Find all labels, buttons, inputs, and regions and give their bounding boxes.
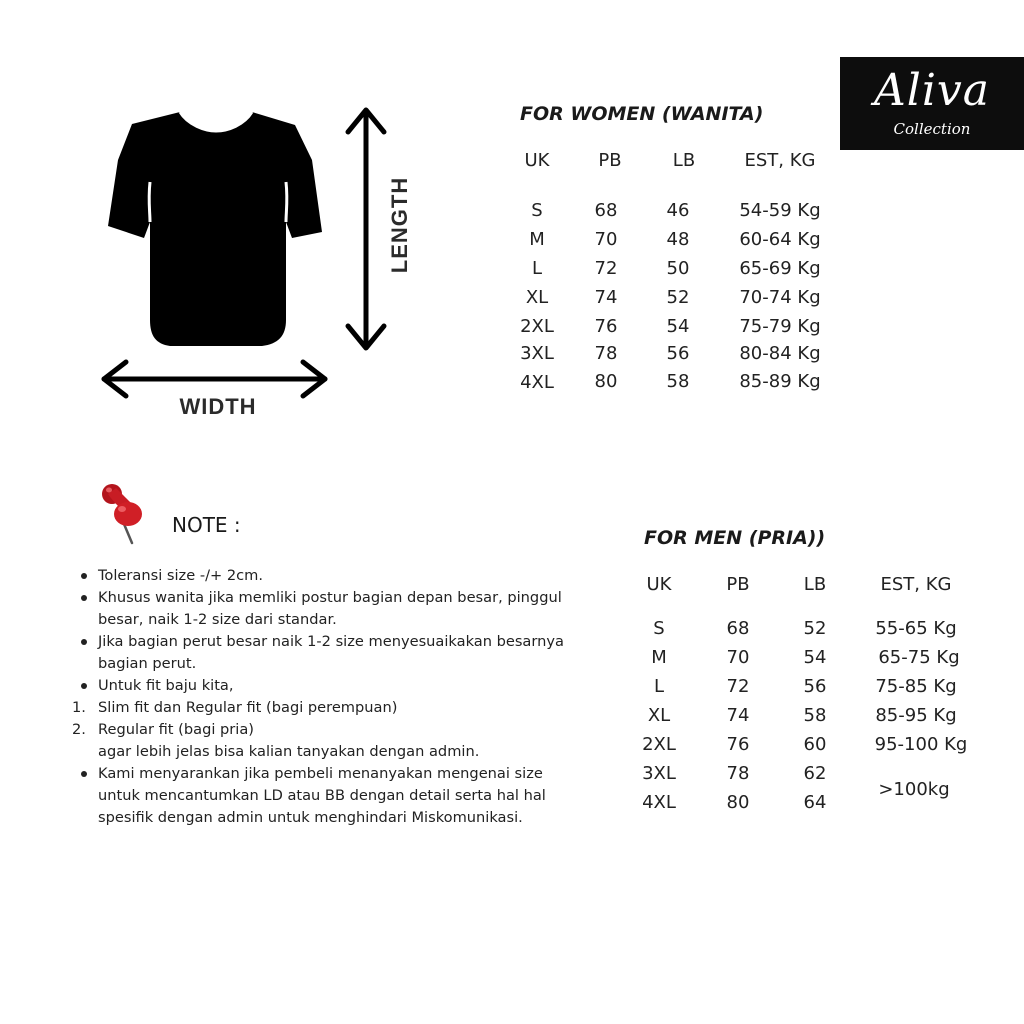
note-list xyxy=(72,565,598,829)
bullet-icon xyxy=(81,573,87,579)
women-cell-pb: 68 xyxy=(594,200,618,221)
women-header-est: EST, KG xyxy=(744,150,816,171)
note-title: NOTE : xyxy=(172,513,241,537)
bullet-icon xyxy=(81,595,87,601)
men-cell-uk: M xyxy=(651,647,667,668)
women-cell-est: 85-89 Kg xyxy=(739,371,821,392)
men-cell-pb: 74 xyxy=(726,705,750,726)
men-cell-pb: 70 xyxy=(726,647,750,668)
men-cell-est-merged: >100kg xyxy=(878,779,950,800)
men-cell-est: 85-95 Kg xyxy=(875,705,957,726)
women-cell-uk: 3XL xyxy=(520,343,554,364)
women-cell-lb: 54 xyxy=(666,316,690,337)
note-line: 2. Regular fit (bagi pria) xyxy=(78,719,598,741)
women-cell-pb: 74 xyxy=(594,287,618,308)
men-cell-pb: 78 xyxy=(726,763,750,784)
note-line: Toleransi size -/+ 2cm. xyxy=(78,565,598,587)
women-cell-est: 70-74 Kg xyxy=(739,287,821,308)
men-table-title: FOR MEN (PRIA)) xyxy=(644,527,826,549)
men-cell-pb: 72 xyxy=(726,676,750,697)
men-cell-pb: 76 xyxy=(726,734,750,755)
number-marker: 1. xyxy=(72,699,86,716)
men-cell-lb: 58 xyxy=(803,705,827,726)
note-line: Kami menyarankan jika pembeli menanyakan mengenai size xyxy=(78,763,598,785)
women-cell-pb: 78 xyxy=(594,343,618,364)
women-cell-uk: 4XL xyxy=(520,372,554,393)
women-cell-uk: L xyxy=(531,258,543,279)
women-cell-uk: M xyxy=(529,229,545,250)
men-cell-uk: 3XL xyxy=(642,763,676,784)
men-cell-uk: 4XL xyxy=(642,792,676,813)
women-cell-est: 65-69 Kg xyxy=(739,258,821,279)
men-header-uk: UK xyxy=(646,574,672,595)
men-cell-lb: 64 xyxy=(803,792,827,813)
width-arrow-icon xyxy=(104,362,325,396)
women-cell-lb: 56 xyxy=(666,343,690,364)
note-line: bagian perut. xyxy=(98,655,197,672)
men-cell-lb: 56 xyxy=(803,676,827,697)
men-cell-est: 95-100 Kg xyxy=(874,734,968,755)
women-cell-lb: 58 xyxy=(666,371,690,392)
number-marker: 2. xyxy=(72,721,86,738)
women-header-uk: UK xyxy=(524,150,550,171)
men-cell-uk: 2XL xyxy=(642,734,676,755)
men-cell-pb: 68 xyxy=(726,618,750,639)
women-cell-est: 54-59 Kg xyxy=(739,200,821,221)
men-cell-est: 75-85 Kg xyxy=(875,676,957,697)
note-line: agar lebih jelas bisa kalian tanyakan dengan admin. xyxy=(98,743,480,760)
width-label: WIDTH xyxy=(179,394,257,419)
note-line: Khusus wanita jika memliki postur bagian depan besar, pinggul xyxy=(78,587,598,609)
men-cell-uk: S xyxy=(653,618,665,639)
women-cell-pb: 70 xyxy=(594,229,618,250)
men-cell-uk: XL xyxy=(647,705,671,726)
men-header-pb: PB xyxy=(726,574,750,595)
bullet-icon xyxy=(81,683,87,689)
logo-sub-text: Collection xyxy=(893,120,971,138)
note-line: Untuk fit baju kita, xyxy=(78,675,598,697)
men-header-lb: LB xyxy=(803,574,827,595)
pushpin-icon xyxy=(98,480,148,546)
men-cell-uk: L xyxy=(653,676,665,697)
note-line: spesifik dengan admin untuk menghindari Miskomunikasi. xyxy=(98,809,523,826)
men-cell-lb: 62 xyxy=(803,763,827,784)
men-cell-lb: 52 xyxy=(803,618,827,639)
note-line: Jika bagian perut besar naik 1-2 size menyesuaikakan besarnya xyxy=(78,631,598,653)
women-cell-est: 80-84 Kg xyxy=(739,343,821,364)
women-cell-lb: 50 xyxy=(666,258,690,279)
note-line: untuk mencantumkan LD atau BB dengan detail serta hal hal xyxy=(98,787,546,804)
women-cell-pb: 76 xyxy=(594,316,618,337)
men-cell-est: 65-75 Kg xyxy=(878,647,960,668)
men-header-est: EST, KG xyxy=(880,574,952,595)
bullet-icon xyxy=(81,639,87,645)
women-cell-uk: S xyxy=(531,200,543,221)
women-header-lb: LB xyxy=(672,150,696,171)
women-table-title: FOR WOMEN (WANITA) xyxy=(520,103,764,125)
men-cell-lb: 60 xyxy=(803,734,827,755)
men-cell-est: 55-65 Kg xyxy=(875,618,957,639)
women-cell-lb: 46 xyxy=(666,200,690,221)
men-cell-lb: 54 xyxy=(803,647,827,668)
women-cell-lb: 52 xyxy=(666,287,690,308)
note-line: besar, naik 1-2 size dari standar. xyxy=(98,611,337,628)
women-cell-pb: 72 xyxy=(594,258,618,279)
women-cell-uk: 2XL xyxy=(520,316,554,337)
women-cell-pb: 80 xyxy=(594,371,618,392)
note-line: 1. Slim fit dan Regular fit (bagi perempuan) xyxy=(78,697,598,719)
bullet-icon xyxy=(81,771,87,777)
tshirt-icon xyxy=(95,100,395,400)
women-cell-est: 75-79 Kg xyxy=(739,316,821,337)
brand-logo xyxy=(840,57,1024,150)
women-header-pb: PB xyxy=(598,150,622,171)
women-cell-uk: XL xyxy=(525,287,549,308)
length-label: LENGTH xyxy=(387,176,412,274)
logo-main-text: Aliva xyxy=(873,65,990,116)
women-cell-lb: 48 xyxy=(666,229,690,250)
men-cell-pb: 80 xyxy=(726,792,750,813)
women-cell-est: 60-64 Kg xyxy=(739,229,821,250)
length-arrow-icon xyxy=(348,110,384,348)
